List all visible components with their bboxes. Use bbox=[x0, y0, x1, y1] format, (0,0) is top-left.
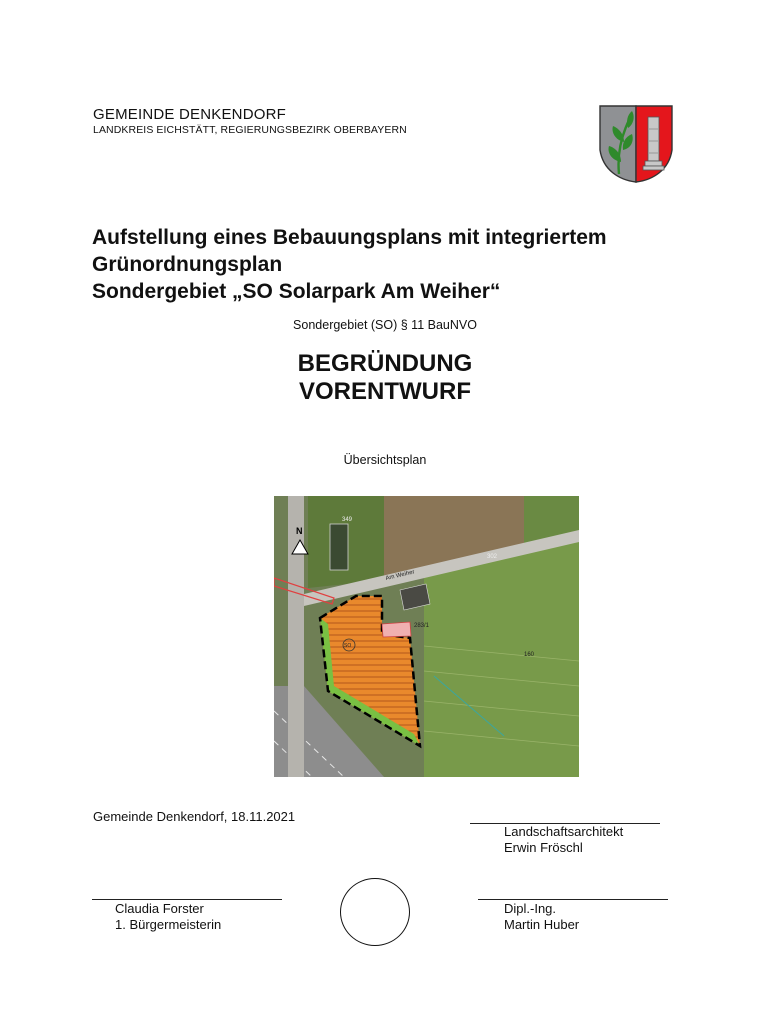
mayor-signature bbox=[115, 901, 221, 933]
zone-label: SO bbox=[344, 643, 352, 649]
plan-title-line3: Sondergebiet „SO Solarpark Am Weiher“ bbox=[92, 280, 501, 303]
engineer-name: Martin Huber bbox=[504, 917, 580, 932]
architect-signature bbox=[504, 824, 623, 856]
plan-title-line2: Grünordnungsplan bbox=[92, 253, 283, 276]
plan-title-line1: Aufstellung eines Bebauungsplans mit integriertem bbox=[92, 226, 607, 249]
document-type-line2: VORENTWURF bbox=[299, 378, 471, 405]
overview-caption: Übersichtsplan bbox=[343, 453, 427, 467]
parcel-label-283-1: 283/1 bbox=[414, 623, 430, 629]
place-date: Gemeinde Denkendorf, 18.11.2021 bbox=[93, 809, 296, 824]
municipality-name: GEMEINDE DENKENDORF bbox=[93, 106, 286, 123]
mayor-role: 1. Bürgermeisterin bbox=[115, 917, 222, 932]
street-label: Am Weiher bbox=[385, 569, 416, 582]
signature-line-engineer bbox=[478, 899, 668, 900]
north-label: N bbox=[296, 526, 303, 536]
overview-map bbox=[274, 496, 579, 777]
legal-basis: Sondergebiet (SO) § 11 BauNVO bbox=[293, 318, 477, 332]
district-name: LANDKREIS EICHSTÄTT, REGIERUNGSBEZIRK OBERBAYERN bbox=[93, 124, 407, 136]
coat-of-arms-icon bbox=[597, 104, 675, 184]
engineer-signature bbox=[504, 901, 579, 933]
parcel-label-160: 160 bbox=[524, 652, 535, 658]
official-seal-circle bbox=[340, 878, 410, 946]
document-type bbox=[0, 350, 770, 406]
mayor-name: Claudia Forster bbox=[115, 901, 204, 916]
signature-line-mayor bbox=[92, 899, 282, 900]
plan-title bbox=[92, 224, 607, 305]
architect-name: Erwin Fröschl bbox=[504, 840, 583, 855]
parcel-label-349: 349 bbox=[342, 517, 353, 523]
parcel-label-302: 302 bbox=[487, 554, 498, 560]
document-type-line1: BEGRÜNDUNG bbox=[297, 350, 473, 377]
architect-role: Landschaftsarchitekt bbox=[504, 824, 624, 839]
engineer-title: Dipl.-Ing. bbox=[504, 901, 557, 916]
